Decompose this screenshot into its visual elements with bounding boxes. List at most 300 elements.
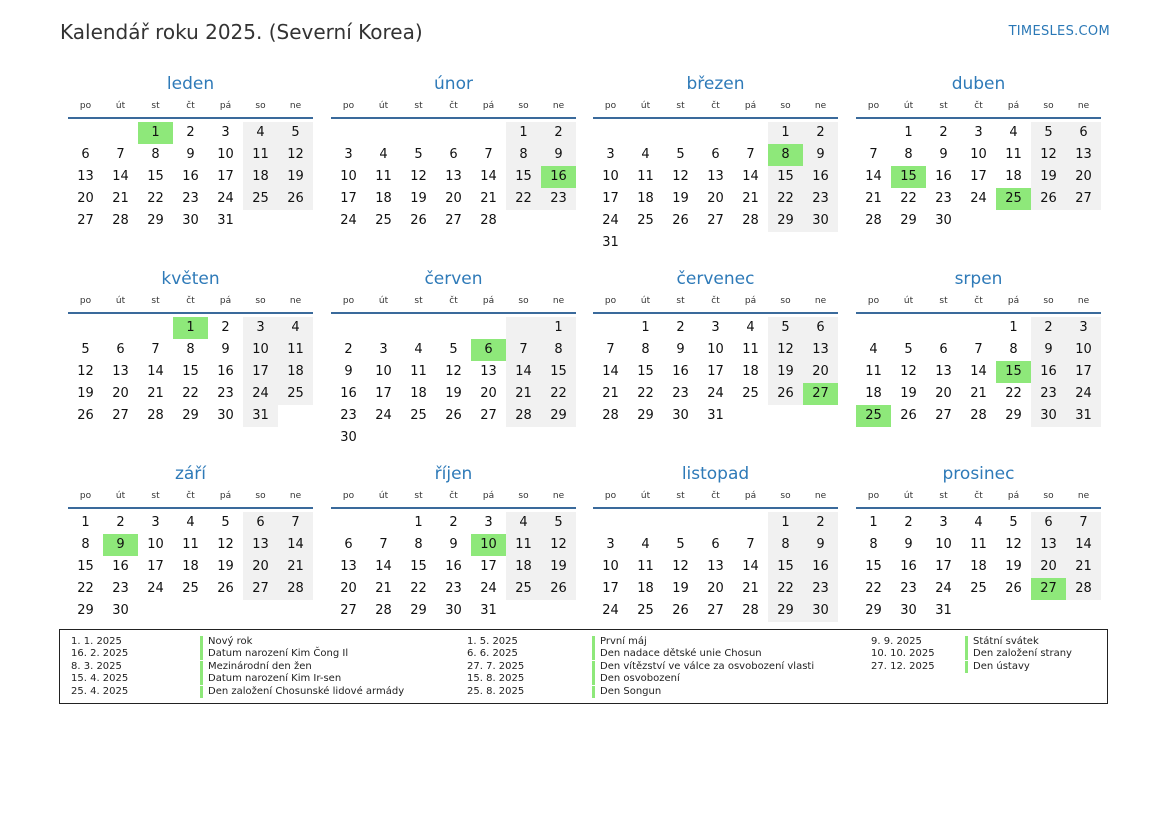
- day-cell: 5: [676, 537, 685, 552]
- legend-holiday-name: Den nadace dětské unie Chosun: [592, 648, 762, 660]
- weekday-label: čt: [974, 296, 983, 306]
- day-cell: 14: [602, 364, 619, 379]
- day-cell: 27: [1031, 578, 1066, 600]
- day-cell: 18: [1005, 169, 1022, 184]
- weekday-label: čt: [449, 491, 458, 501]
- weekday-header: [593, 294, 838, 314]
- empty-cell: [663, 232, 698, 254]
- day-cell: 12: [672, 559, 689, 574]
- day-cell: 15: [147, 169, 164, 184]
- day-cell: 12: [410, 169, 427, 184]
- day-cell: 30: [340, 430, 357, 445]
- day-cell: 18: [637, 581, 654, 596]
- day-cell: 4: [379, 147, 388, 162]
- day-cell: 10: [471, 534, 506, 556]
- day-cell: 5: [1031, 122, 1066, 144]
- empty-cell: [996, 600, 1031, 622]
- empty-cell: [961, 210, 996, 232]
- day-cell: 9: [541, 144, 576, 166]
- day-cell: 31: [935, 603, 952, 618]
- legend-date: 25. 4. 2025: [71, 685, 129, 697]
- weekday-label: st: [151, 491, 160, 501]
- weekday-label: po: [867, 101, 880, 111]
- weekday-label: so: [518, 491, 529, 501]
- weekday-label: čt: [974, 101, 983, 111]
- day-cell: 27: [445, 213, 462, 228]
- empty-cell: [138, 317, 173, 339]
- day-cell: 10: [340, 169, 357, 184]
- weekday-label: so: [255, 101, 266, 111]
- day-cell: 10: [1066, 339, 1101, 361]
- day-cell: 4: [186, 515, 195, 530]
- empty-cell: [891, 317, 926, 339]
- day-cell: 27: [480, 408, 497, 423]
- day-cell: 29: [865, 603, 882, 618]
- day-cell: 18: [970, 559, 987, 574]
- day-cell: 18: [637, 191, 654, 206]
- day-cell: 26: [77, 408, 94, 423]
- day-cell: 20: [935, 386, 952, 401]
- day-cell: 28: [1066, 578, 1101, 600]
- empty-cell: [278, 210, 313, 232]
- day-cell: 28: [506, 405, 541, 427]
- day-cell: 11: [970, 537, 987, 552]
- day-cell: 19: [768, 361, 803, 383]
- day-cell: 3: [379, 342, 388, 357]
- day-cell: 29: [541, 405, 576, 427]
- day-cell: 24: [375, 408, 392, 423]
- weekday-label: út: [903, 491, 914, 501]
- empty-cell: [436, 427, 471, 449]
- day-cell: 19: [77, 386, 94, 401]
- empty-cell: [1066, 210, 1101, 232]
- day-cell: 23: [445, 581, 462, 596]
- month-name: prosinec: [942, 464, 1015, 484]
- weekday-label: čt: [186, 101, 195, 111]
- day-cell: 12: [77, 364, 94, 379]
- legend-holiday-name: Den založení Chosunské lidové armády: [200, 686, 404, 698]
- empty-cell: [698, 232, 733, 254]
- weekday-label: ne: [814, 296, 827, 306]
- day-cell: 22: [77, 581, 94, 596]
- day-cell: 3: [606, 147, 615, 162]
- day-cell: 7: [1066, 512, 1101, 534]
- day-cell: 11: [865, 364, 882, 379]
- holiday-legend: [59, 629, 1108, 704]
- day-cell: 31: [217, 213, 234, 228]
- day-cell: 2: [186, 125, 195, 140]
- day-cell: 25: [182, 581, 199, 596]
- day-cell: 31: [480, 603, 497, 618]
- weekday-label: ne: [289, 491, 302, 501]
- day-cell: 17: [602, 581, 619, 596]
- day-cell: 7: [869, 147, 878, 162]
- day-cell: 2: [344, 342, 353, 357]
- day-cell: 26: [672, 603, 689, 618]
- empty-cell: [103, 122, 138, 144]
- weekday-label: út: [378, 101, 389, 111]
- day-cell: 15: [506, 166, 541, 188]
- weekday-label: pá: [1007, 296, 1020, 306]
- day-cell: 10: [602, 169, 619, 184]
- day-cell: 4: [414, 342, 423, 357]
- day-cell: 24: [602, 213, 619, 228]
- day-cell: 25: [970, 581, 987, 596]
- day-cell: 8: [869, 537, 878, 552]
- empty-cell: [593, 317, 628, 339]
- weekday-label: pá: [1007, 101, 1020, 111]
- day-cell: 28: [742, 213, 759, 228]
- day-cell: 13: [803, 339, 838, 361]
- day-cell: 21: [1066, 556, 1101, 578]
- day-cell: 9: [803, 144, 838, 166]
- day-cell: 7: [606, 342, 615, 357]
- day-cell: 28: [375, 603, 392, 618]
- weekday-label: ne: [552, 491, 565, 501]
- legend-holiday-name: Den ústavy: [965, 661, 1030, 673]
- legend-holiday-name: Den vítězství ve válce za osvobození vlasti: [592, 661, 814, 673]
- day-cell: 8: [81, 537, 90, 552]
- day-cell: 5: [676, 147, 685, 162]
- days-grid: [331, 122, 576, 232]
- day-cell: 30: [935, 213, 952, 228]
- day-cell: 16: [1031, 361, 1066, 383]
- day-cell: 10: [707, 342, 724, 357]
- month-name: květen: [161, 269, 220, 289]
- day-cell: 31: [602, 235, 619, 250]
- weekday-label: pá: [482, 491, 495, 501]
- day-cell: 23: [182, 191, 199, 206]
- day-cell: 15: [637, 364, 654, 379]
- empty-cell: [768, 405, 803, 427]
- weekday-label: pá: [744, 101, 757, 111]
- weekday-label: pá: [482, 101, 495, 111]
- weekday-label: po: [867, 296, 880, 306]
- empty-cell: [366, 512, 401, 534]
- day-cell: 2: [676, 320, 685, 335]
- weekday-label: st: [414, 101, 423, 111]
- day-cell: 4: [1009, 125, 1018, 140]
- day-cell: 4: [641, 537, 650, 552]
- day-cell: 22: [768, 188, 803, 210]
- weekday-label: po: [79, 491, 92, 501]
- day-cell: 8: [641, 342, 650, 357]
- site-link[interactable]: TIMESLES.COM: [1008, 24, 1110, 39]
- month-block: [331, 462, 576, 622]
- day-cell: 17: [602, 191, 619, 206]
- legend-holiday-name: Den založení strany: [965, 648, 1072, 660]
- empty-cell: [506, 210, 541, 232]
- weekday-label: st: [414, 296, 423, 306]
- day-cell: 20: [1066, 166, 1101, 188]
- day-cell: 16: [340, 386, 357, 401]
- day-cell: 11: [1005, 147, 1022, 162]
- day-cell: 10: [147, 537, 164, 552]
- day-cell: 4: [506, 512, 541, 534]
- day-cell: 12: [1031, 144, 1066, 166]
- weekday-label: čt: [711, 101, 720, 111]
- day-cell: 10: [935, 537, 952, 552]
- day-cell: 21: [742, 581, 759, 596]
- day-cell: 19: [410, 191, 427, 206]
- weekday-label: út: [903, 101, 914, 111]
- day-cell: 8: [1009, 342, 1018, 357]
- day-cell: 16: [445, 559, 462, 574]
- empty-cell: [628, 232, 663, 254]
- empty-cell: [926, 317, 961, 339]
- day-cell: 26: [1005, 581, 1022, 596]
- day-cell: 20: [707, 191, 724, 206]
- day-cell: 13: [1066, 144, 1101, 166]
- day-cell: 7: [484, 147, 493, 162]
- day-cell: 25: [637, 213, 654, 228]
- weekday-label: čt: [449, 296, 458, 306]
- day-cell: 15: [410, 559, 427, 574]
- day-cell: 21: [375, 581, 392, 596]
- empty-cell: [68, 317, 103, 339]
- day-cell: 6: [449, 147, 458, 162]
- day-cell: 24: [340, 213, 357, 228]
- day-cell: 9: [1031, 339, 1066, 361]
- day-cell: 30: [182, 213, 199, 228]
- day-cell: 20: [112, 386, 129, 401]
- day-cell: 4: [869, 342, 878, 357]
- empty-cell: [803, 405, 838, 427]
- month-name: říjen: [434, 464, 473, 484]
- day-cell: 16: [541, 166, 576, 188]
- day-cell: 18: [410, 386, 427, 401]
- weekday-label: po: [342, 491, 355, 501]
- day-cell: 17: [147, 559, 164, 574]
- month-block: [331, 72, 576, 232]
- weekday-label: st: [676, 101, 685, 111]
- day-cell: 20: [77, 191, 94, 206]
- weekday-label: pá: [1007, 491, 1020, 501]
- weekday-label: út: [640, 101, 651, 111]
- day-cell: 17: [935, 559, 952, 574]
- month-name: březen: [686, 74, 745, 94]
- empty-cell: [628, 122, 663, 144]
- legend-holiday-name: První máj: [592, 636, 647, 648]
- weekday-header: [593, 99, 838, 119]
- day-cell: 12: [217, 537, 234, 552]
- day-cell: 14: [480, 169, 497, 184]
- day-cell: 19: [217, 559, 234, 574]
- day-cell: 25: [506, 578, 541, 600]
- day-cell: 21: [506, 383, 541, 405]
- days-grid: [593, 317, 838, 427]
- day-cell: 22: [865, 581, 882, 596]
- day-cell: 14: [147, 364, 164, 379]
- empty-cell: [401, 427, 436, 449]
- day-cell: 24: [147, 581, 164, 596]
- day-cell: 22: [768, 578, 803, 600]
- day-cell: 3: [151, 515, 160, 530]
- day-cell: 7: [278, 512, 313, 534]
- day-cell: 16: [217, 364, 234, 379]
- empty-cell: [506, 600, 541, 622]
- day-cell: 8: [768, 144, 803, 166]
- day-cell: 18: [865, 386, 882, 401]
- empty-cell: [366, 317, 401, 339]
- day-cell: 21: [865, 191, 882, 206]
- weekday-label: čt: [711, 491, 720, 501]
- day-cell: 24: [707, 386, 724, 401]
- days-grid: [593, 122, 838, 254]
- day-cell: 31: [1066, 405, 1101, 427]
- day-cell: 19: [541, 556, 576, 578]
- weekday-label: čt: [711, 296, 720, 306]
- day-cell: 1: [173, 317, 208, 339]
- legend-date: 8. 3. 2025: [71, 660, 122, 672]
- weekday-label: út: [378, 296, 389, 306]
- weekday-label: út: [640, 296, 651, 306]
- weekday-label: so: [780, 101, 791, 111]
- day-cell: 15: [77, 559, 94, 574]
- day-cell: 1: [541, 317, 576, 339]
- month-block: [593, 267, 838, 427]
- weekday-label: ne: [552, 296, 565, 306]
- weekday-label: st: [676, 296, 685, 306]
- day-cell: 27: [77, 213, 94, 228]
- day-cell: 10: [243, 339, 278, 361]
- day-cell: 15: [891, 166, 926, 188]
- empty-cell: [768, 232, 803, 254]
- day-cell: 4: [278, 317, 313, 339]
- day-cell: 17: [217, 169, 234, 184]
- weekday-label: po: [342, 296, 355, 306]
- month-block: [68, 267, 313, 427]
- day-cell: 13: [707, 169, 724, 184]
- day-cell: 25: [410, 408, 427, 423]
- day-cell: 20: [707, 581, 724, 596]
- day-cell: 13: [340, 559, 357, 574]
- day-cell: 29: [147, 213, 164, 228]
- weekday-label: so: [1043, 296, 1054, 306]
- legend-holiday-name: Státní svátek: [965, 636, 1039, 648]
- empty-cell: [506, 317, 541, 339]
- day-cell: 24: [480, 581, 497, 596]
- day-cell: 9: [676, 342, 685, 357]
- day-cell: 9: [449, 537, 458, 552]
- day-cell: 4: [746, 320, 755, 335]
- empty-cell: [471, 427, 506, 449]
- weekday-label: ne: [814, 101, 827, 111]
- weekday-header: [856, 294, 1101, 314]
- day-cell: 13: [445, 169, 462, 184]
- day-cell: 20: [1031, 556, 1066, 578]
- day-cell: 27: [935, 408, 952, 423]
- day-cell: 5: [81, 342, 90, 357]
- weekday-label: ne: [289, 101, 302, 111]
- day-cell: 16: [900, 559, 917, 574]
- day-cell: 3: [243, 317, 278, 339]
- legend-holiday-name: Datum narození Kim Čong Il: [200, 648, 348, 660]
- day-cell: 12: [900, 364, 917, 379]
- day-cell: 24: [935, 581, 952, 596]
- weekday-label: po: [79, 101, 92, 111]
- day-cell: 1: [81, 515, 90, 530]
- day-cell: 30: [672, 408, 689, 423]
- legend-date: 16. 2. 2025: [71, 648, 129, 660]
- day-cell: 10: [602, 559, 619, 574]
- month-block: [68, 72, 313, 232]
- empty-cell: [663, 122, 698, 144]
- legend-date: 27. 12. 2025: [871, 660, 935, 672]
- day-cell: 26: [217, 581, 234, 596]
- empty-cell: [733, 122, 768, 144]
- day-cell: 27: [1066, 188, 1101, 210]
- days-grid: [856, 317, 1101, 427]
- day-cell: 23: [112, 581, 129, 596]
- day-cell: 2: [904, 515, 913, 530]
- day-cell: 22: [410, 581, 427, 596]
- weekday-label: út: [640, 491, 651, 501]
- empty-cell: [401, 317, 436, 339]
- day-cell: 14: [970, 364, 987, 379]
- day-cell: 2: [541, 122, 576, 144]
- day-cell: 5: [541, 512, 576, 534]
- day-cell: 1: [869, 515, 878, 530]
- legend-holiday-name: Datum narození Kim Ir-sen: [200, 673, 341, 685]
- empty-cell: [663, 512, 698, 534]
- day-cell: 1: [641, 320, 650, 335]
- day-cell: 6: [939, 342, 948, 357]
- day-cell: 4: [243, 122, 278, 144]
- empty-cell: [401, 122, 436, 144]
- legend-date: 15. 8. 2025: [467, 673, 525, 685]
- day-cell: 17: [340, 191, 357, 206]
- weekday-label: so: [255, 491, 266, 501]
- empty-cell: [506, 427, 541, 449]
- day-cell: 7: [379, 537, 388, 552]
- month-block: [331, 267, 576, 449]
- day-cell: 8: [186, 342, 195, 357]
- day-cell: 14: [865, 169, 882, 184]
- legend-date: 1. 1. 2025: [71, 636, 122, 647]
- weekday-label: ne: [1077, 296, 1090, 306]
- weekday-label: út: [115, 296, 126, 306]
- day-cell: 15: [768, 556, 803, 578]
- month-block: [856, 72, 1101, 232]
- empty-cell: [138, 600, 173, 622]
- weekday-label: pá: [219, 101, 232, 111]
- day-cell: 6: [711, 147, 720, 162]
- empty-cell: [173, 600, 208, 622]
- day-cell: 9: [344, 364, 353, 379]
- day-cell: 6: [81, 147, 90, 162]
- day-cell: 13: [480, 364, 497, 379]
- empty-cell: [593, 512, 628, 534]
- day-cell: 5: [904, 342, 913, 357]
- legend-date: 27. 7. 2025: [467, 660, 525, 672]
- day-cell: 21: [480, 191, 497, 206]
- empty-cell: [733, 232, 768, 254]
- weekday-label: pá: [482, 296, 495, 306]
- day-cell: 16: [803, 166, 838, 188]
- day-cell: 28: [480, 213, 497, 228]
- day-cell: 14: [375, 559, 392, 574]
- day-cell: 28: [865, 213, 882, 228]
- day-cell: 16: [803, 556, 838, 578]
- empty-cell: [541, 210, 576, 232]
- day-cell: 22: [1005, 386, 1022, 401]
- day-cell: 14: [506, 361, 541, 383]
- empty-cell: [961, 317, 996, 339]
- weekday-label: st: [939, 296, 948, 306]
- legend-holiday-name: Den osvobození: [592, 673, 680, 685]
- empty-cell: [366, 122, 401, 144]
